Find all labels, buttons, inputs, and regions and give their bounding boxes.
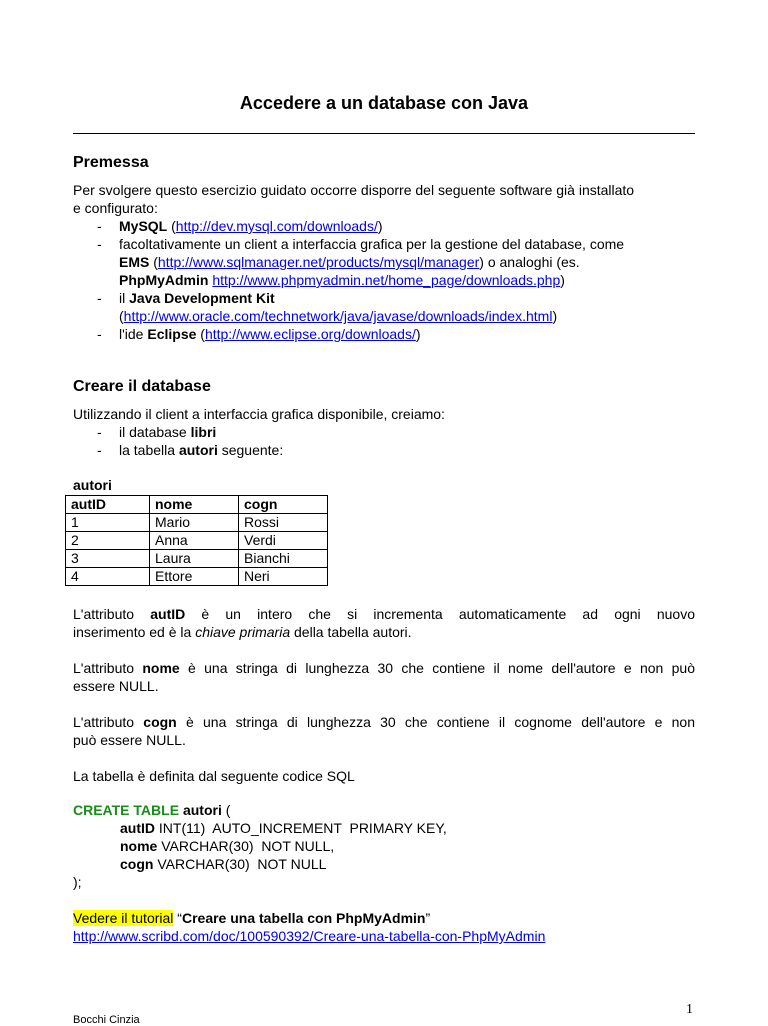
paren-open: ( [119,308,124,324]
jdk-pre-text: il [119,290,130,306]
open-quote: “ [173,910,182,926]
ems-link[interactable]: http://www.sqlmanager.net/products/mysql/manager [157,254,480,270]
table-cell: 1 [66,514,150,532]
ems-line [119,253,695,271]
sql-intro [73,767,695,785]
table-cell: Neri [239,568,328,586]
software-list [73,217,695,343]
table-cell: Ettore [150,568,239,586]
sql-intro-line: La tabella è definita dal seguente codice SQL [73,768,355,784]
eclipse-label: Eclipse [147,326,197,342]
tutorial-title: Creare una tabella con PhpMyAdmin [181,910,426,926]
mysql-download-link[interactable]: http://dev.mysql.com/downloads/ [175,218,378,234]
cogn-pre-text: L'attributo [73,714,144,730]
table-post-text: seguente: [217,442,284,458]
autid-line1 [73,605,695,623]
sql-col-name: cogn [120,856,154,872]
phpmyadmin-label: PhpMyAdmin [119,272,209,288]
column-header-nome: nome [150,496,239,514]
list-item-gui-client [73,235,695,289]
paragraph-nome [73,659,695,695]
sql-line-col3 [73,856,447,874]
autid-pre-text: L'attributo [73,606,151,622]
premessa-intro-line1: Per svolgere questo esercizio guidato occorre disporre del seguente software già installato [73,182,635,198]
creare-intro [73,405,695,423]
phpmyadmin-line [119,271,695,289]
sql-line-create [73,802,447,820]
title-divider [73,133,695,134]
dash-bullet: - [97,424,102,440]
nome-term: nome [142,660,180,676]
table-row [66,532,328,550]
table-name: autori [178,442,218,458]
table-row [66,568,328,586]
sql-line-close: ); [73,874,82,890]
list-item-database [73,423,695,441]
paren-open: ( [167,218,176,234]
creare-list [73,423,695,459]
dash-bullet: - [97,236,102,252]
list-item-eclipse [73,325,695,343]
dash-bullet: - [97,290,102,306]
sql-code-block [73,802,447,892]
nome-line1 [73,659,695,677]
jdk-link[interactable]: http://www.oracle.com/technetwork/java/javase/downloads/index.html [123,308,553,324]
phpmyadmin-link[interactable]: http://www.phpmyadmin.net/home_page/downloads.php [212,272,561,288]
table-cell: Bianchi [239,550,328,568]
table-cell: 4 [66,568,150,586]
autid-term: autID [150,606,186,622]
sql-col-def: INT(11) AUTO_INCREMENT PRIMARY KEY, [155,820,447,836]
eclipse-link[interactable]: http://www.eclipse.org/downloads/ [204,326,416,342]
ems-label: EMS [119,254,150,270]
table-cell: Rossi [239,514,328,532]
nome-description: è una stringa di lunghezza 30 che contiene il nome dell'autore e non può [179,660,696,676]
table-cell: Mario [150,514,239,532]
table-cell: Anna [150,532,239,550]
paren-open: ( [196,326,205,342]
sql-col-def: VARCHAR(30) NOT NULL [153,856,327,872]
nome-pre-text: L'attributo [73,660,143,676]
tutorial-link[interactable]: http://www.scribd.com/doc/100590392/Creare-una-tabella-con-PhpMyAdmin [73,928,546,944]
tutorial-block [73,909,695,945]
jdk-label: Java Development Kit [129,290,275,306]
list-item-jdk [73,289,695,325]
sql-keyword: CREATE TABLE [73,802,180,818]
cogn-line1 [73,713,695,731]
heading-premessa: Premessa [73,154,149,171]
table-cell: 3 [66,550,150,568]
tutorial-link-line [73,927,695,945]
paren-close: ) [560,272,565,288]
primary-key-term: chiave primaria [195,624,291,640]
premessa-intro [73,181,695,217]
paren-close: ) [552,308,558,324]
dash-bullet: - [97,326,102,342]
heading-creare-database: Creare il database [73,378,211,395]
table-caption: autori [73,477,112,493]
jdk-link-line [119,307,695,325]
autori-table [65,495,328,586]
database-name: libri [190,424,217,440]
sql-table-name: autori [182,802,222,818]
jdk-line [119,289,695,307]
close-quote: ” [425,910,431,926]
footer-author: Bocchi Cinzia [73,1014,140,1026]
mysql-label: MySQL [119,218,168,234]
table-row [66,514,328,532]
creare-intro-line: Utilizzando il client a interfaccia grafica disponibile, creiamo: [73,406,445,422]
autid-line2-post: della tabella autori. [290,624,412,640]
sql-col-name: nome [120,838,158,854]
paren-open: ( [149,254,158,270]
autid-line2 [73,623,695,641]
column-header-autid: autID [66,496,150,514]
sql-line-col2 [73,838,447,856]
tutorial-line [73,909,695,927]
list-item-table [73,441,695,459]
paragraph-cogn [73,713,695,749]
gui-client-text: facoltativamente un client a interfaccia grafica per la gestione del database, come [119,236,625,252]
autid-description: è un intero che si incrementa automaticamente ad ogni nuovo [185,606,695,622]
column-header-cogn: cogn [239,496,328,514]
paragraph-autid [73,605,695,641]
document-title: Accedere a un database con Java [239,93,529,113]
premessa-intro-line2: e configurato: [73,200,158,216]
database-pre-text: il database [119,424,191,440]
cogn-line2: può essere NULL. [73,732,186,748]
list-item-mysql [73,217,695,235]
dash-bullet: - [97,218,102,234]
sql-line-col1 [73,820,447,838]
autid-line2-pre: inserimento ed è la [73,624,196,640]
page-number: 1 [686,1002,693,1017]
dash-bullet: - [97,442,102,458]
table-pre-text: la tabella [119,442,179,458]
paren-close: ) [377,218,383,234]
sql-col-name: autID [120,820,155,836]
cogn-term: cogn [143,714,177,730]
table-cell: Verdi [239,532,328,550]
tutorial-highlight: Vedere il tutorial [73,910,174,926]
paren-close: ) [415,326,421,342]
table-header-row [66,496,328,514]
sql-open-paren: ( [221,802,231,818]
table-cell: 2 [66,532,150,550]
table-row [66,550,328,568]
nome-line2: essere NULL. [73,678,159,694]
table-cell: Laura [150,550,239,568]
eclipse-pre-text: l'ide [119,326,148,342]
ems-post-text: ) o analoghi (es. [479,254,580,270]
sql-col-def: VARCHAR(30) NOT NULL, [157,838,335,854]
cogn-description: è una stringa di lunghezza 30 che contiene il cognome dell'autore e non [176,714,695,730]
